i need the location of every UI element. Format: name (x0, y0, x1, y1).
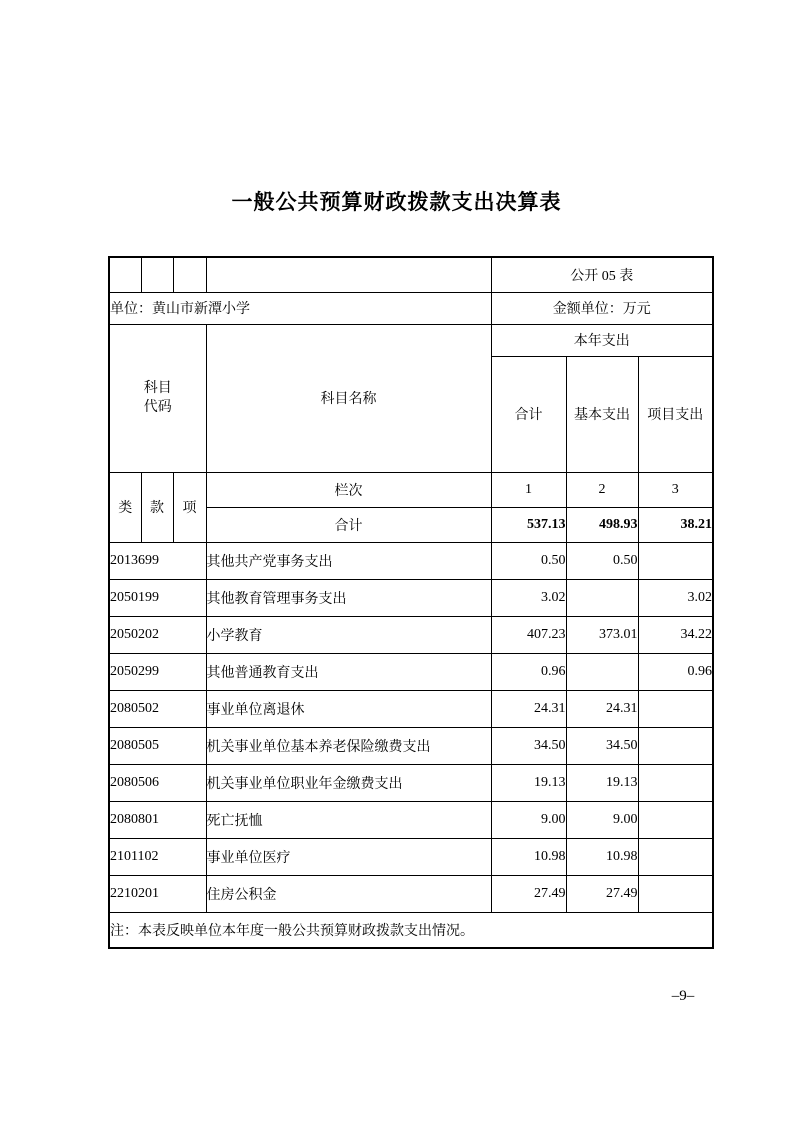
project-cell (638, 690, 713, 727)
total-cell: 27.49 (491, 875, 566, 912)
project-cell (638, 542, 713, 579)
header-col-basic: 基本支出 (566, 356, 638, 472)
column-index-label: 栏次 (206, 472, 491, 507)
grand-total-total: 537.13 (491, 507, 566, 542)
column-number-2: 2 (566, 472, 638, 507)
subject-code-cell: 2050199 (109, 579, 206, 616)
basic-cell: 10.98 (566, 838, 638, 875)
basic-cell: 373.01 (566, 616, 638, 653)
subject-code-cell: 2050299 (109, 653, 206, 690)
header-subject-code-line2: 代码 (143, 400, 172, 415)
page-title: 一般公共预算财政拨款支出决算表 (231, 191, 562, 214)
project-cell (638, 764, 713, 801)
subject-code-cell: 2013699 (109, 542, 206, 579)
header-subject-name: 科目名称 (206, 324, 491, 472)
subject-name-cell: 事业单位医疗 (206, 838, 491, 875)
column-number-3: 3 (638, 472, 713, 507)
amount-unit-label: 金额单位：万元 (491, 292, 713, 324)
subject-code-cell: 2080502 (109, 690, 206, 727)
subject-name-cell: 死亡抚恤 (206, 801, 491, 838)
empty-cell (141, 257, 173, 292)
form-number-row (109, 257, 713, 292)
table-row (109, 690, 713, 727)
grand-total-label: 合计 (206, 507, 491, 542)
table-row (109, 801, 713, 838)
total-cell: 407.23 (491, 616, 566, 653)
subject-name-cell: 机关事业单位职业年金缴费支出 (206, 764, 491, 801)
total-cell: 24.31 (491, 690, 566, 727)
subject-name-cell: 住房公积金 (206, 875, 491, 912)
subject-code-cell: 2210201 (109, 875, 206, 912)
empty-cell (109, 257, 141, 292)
header-current-year-expenditure: 本年支出 (491, 324, 713, 356)
subject-name-cell: 其他普通教育支出 (206, 653, 491, 690)
header-item: 项 (173, 472, 206, 542)
column-number-1: 1 (491, 472, 566, 507)
basic-cell: 24.31 (566, 690, 638, 727)
empty-cell (173, 257, 206, 292)
subject-code-cell: 2080801 (109, 801, 206, 838)
header-row-top (109, 324, 713, 356)
basic-cell (566, 653, 638, 690)
form-number-label: 公开 05 表 (491, 257, 713, 292)
project-cell: 34.22 (638, 616, 713, 653)
table-row (109, 616, 713, 653)
subject-name-cell: 事业单位离退休 (206, 690, 491, 727)
page-number: –9– (671, 988, 695, 1004)
total-cell: 19.13 (491, 764, 566, 801)
table-row (109, 838, 713, 875)
subject-name-cell: 其他教育管理事务支出 (206, 579, 491, 616)
project-cell (638, 838, 713, 875)
table-row (109, 764, 713, 801)
subject-code-cell: 2050202 (109, 616, 206, 653)
unit-row (109, 292, 713, 324)
table-note: 注：本表反映单位本年度一般公共预算财政拨款支出情况。 (109, 912, 713, 948)
subject-name-cell: 其他共产党事务支出 (206, 542, 491, 579)
total-cell: 10.98 (491, 838, 566, 875)
total-cell: 0.50 (491, 542, 566, 579)
column-index-row (109, 472, 713, 507)
empty-cell (206, 257, 491, 292)
basic-cell: 27.49 (566, 875, 638, 912)
basic-cell (566, 579, 638, 616)
project-cell (638, 727, 713, 764)
expenditure-table (108, 256, 714, 949)
unit-label: 单位：黄山市新潭小学 (109, 292, 491, 324)
project-cell (638, 801, 713, 838)
note-row (109, 912, 713, 948)
table-row (109, 653, 713, 690)
table-row (109, 727, 713, 764)
header-section: 款 (141, 472, 173, 542)
project-cell: 3.02 (638, 579, 713, 616)
basic-cell: 34.50 (566, 727, 638, 764)
subject-code-cell: 2080506 (109, 764, 206, 801)
basic-cell: 19.13 (566, 764, 638, 801)
basic-cell: 0.50 (566, 542, 638, 579)
header-col-total: 合计 (491, 356, 566, 472)
grand-total-project: 38.21 (638, 507, 713, 542)
total-cell: 9.00 (491, 801, 566, 838)
grand-total-basic: 498.93 (566, 507, 638, 542)
header-col-project: 项目支出 (638, 356, 713, 472)
table-row (109, 579, 713, 616)
subject-name-cell: 机关事业单位基本养老保险缴费支出 (206, 727, 491, 764)
total-cell: 0.96 (491, 653, 566, 690)
basic-cell: 9.00 (566, 801, 638, 838)
header-subject-code (109, 324, 206, 472)
subject-code-cell: 2101102 (109, 838, 206, 875)
table-row (109, 875, 713, 912)
subject-code-cell: 2080505 (109, 727, 206, 764)
subject-name-cell: 小学教育 (206, 616, 491, 653)
total-cell: 34.50 (491, 727, 566, 764)
project-cell (638, 875, 713, 912)
header-subject-code-line1: 科目 (143, 381, 172, 396)
project-cell: 0.96 (638, 653, 713, 690)
total-cell: 3.02 (491, 579, 566, 616)
header-category: 类 (109, 472, 141, 542)
table-row (109, 542, 713, 579)
